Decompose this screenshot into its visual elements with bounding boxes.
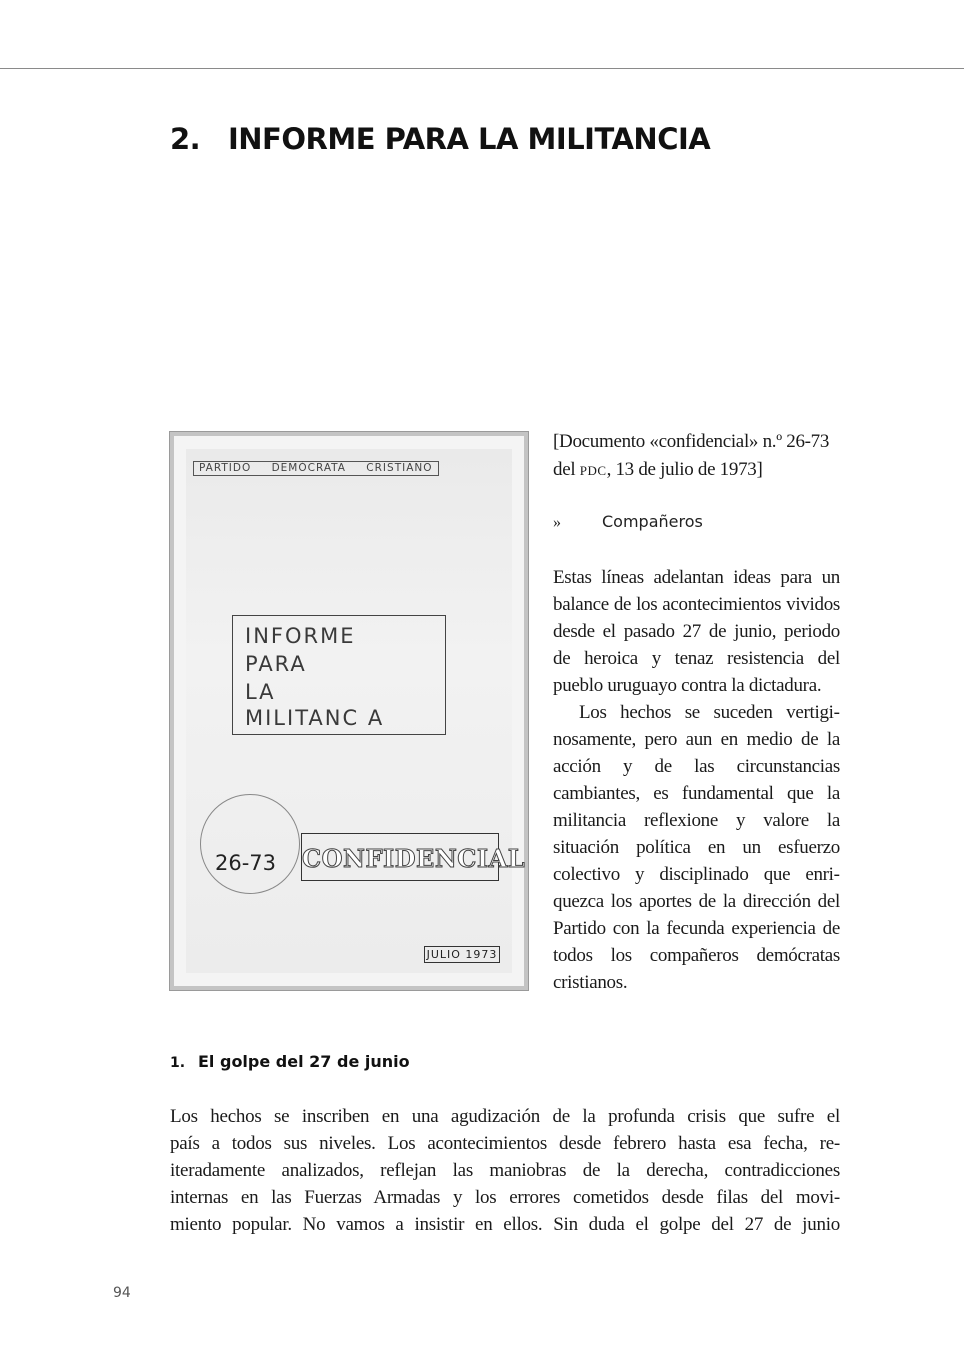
scan-title-line: PARA [245,652,307,676]
section-heading [170,1052,410,1071]
chapter-title [170,122,710,156]
body-line: miento popular. No vamos a insistir en ellos. Sin duda el golpe del 27 de junio [170,1214,840,1235]
header-rule [0,68,964,69]
section-title: El golpe del 27 de junio [198,1052,410,1071]
guillemet-mark: » [553,514,561,531]
scan-title-line: INFORME [245,624,356,648]
confidential-stamp-text: CONFIDENCIAL [302,844,526,873]
intro-text [553,564,840,996]
body-line: iteradamente analizados, reflejan las maniobras de la derecha, contradicciones [170,1160,840,1181]
scan-title-box [232,615,446,735]
body-line: internas en las Fuerzas Armadas y los errores cometidos desde filas del movi- [170,1187,840,1208]
doc-reference-text: [Documento «confidencial» n.º 26-73 del [553,431,830,480]
document-scan-figure [170,432,528,990]
scan-date-box: JULIO 1973 [424,946,500,963]
salutation [553,512,840,532]
body-line: país a todos sus niveles. Los acontecimientos desde febrero hasta esa fecha, re- [170,1133,840,1154]
body-line: Los hechos se inscriben en una agudización de la profunda crisis que sufre el [170,1106,840,1127]
scan-document-number: 26-73 [215,851,277,875]
party-abbreviation: PDC [579,463,607,478]
salutation-text: Compañeros [602,512,703,531]
page-number: 94 [113,1285,131,1301]
chapter-title-text: INFORME PARA LA MILITANCIA [228,122,711,156]
scan-party-header: PARTIDO DEMÓCRATA CRISTIANO [193,461,439,476]
intro-paragraph: Los hechos se suceden vertiginosamente, pero aun en medio de la acción y de las circunstancias cambiantes, es fundamental que la militancia reflexione y valore la situación política en un esfuerzo colectivo y disciplinado que enriquezca los aportes de la dirección del Partido con la fecunda experiencia de todos los compañeros demócratas cristianos. [553,702,840,993]
intro-paragraph: Estas líneas adelantan ideas para un balance de los acontecimientos vividos desde el pasado 27 de junio, periodo de heroica y tenaz resistencia del pueblo uruguayo contra la dictadura. [553,567,840,696]
scanned-cover [186,449,526,973]
section-number: 1. [170,1055,186,1071]
chapter-number: 2. [170,122,201,156]
document-reference [553,428,840,485]
scan-circle-mark [200,794,300,894]
doc-reference-date: , 13 de julio de 1973] [606,459,763,480]
confidential-stamp [301,833,526,881]
scan-title-line: LA [245,680,276,704]
scan-title-line: MILITANC A [245,706,385,730]
section-body [170,1103,840,1238]
